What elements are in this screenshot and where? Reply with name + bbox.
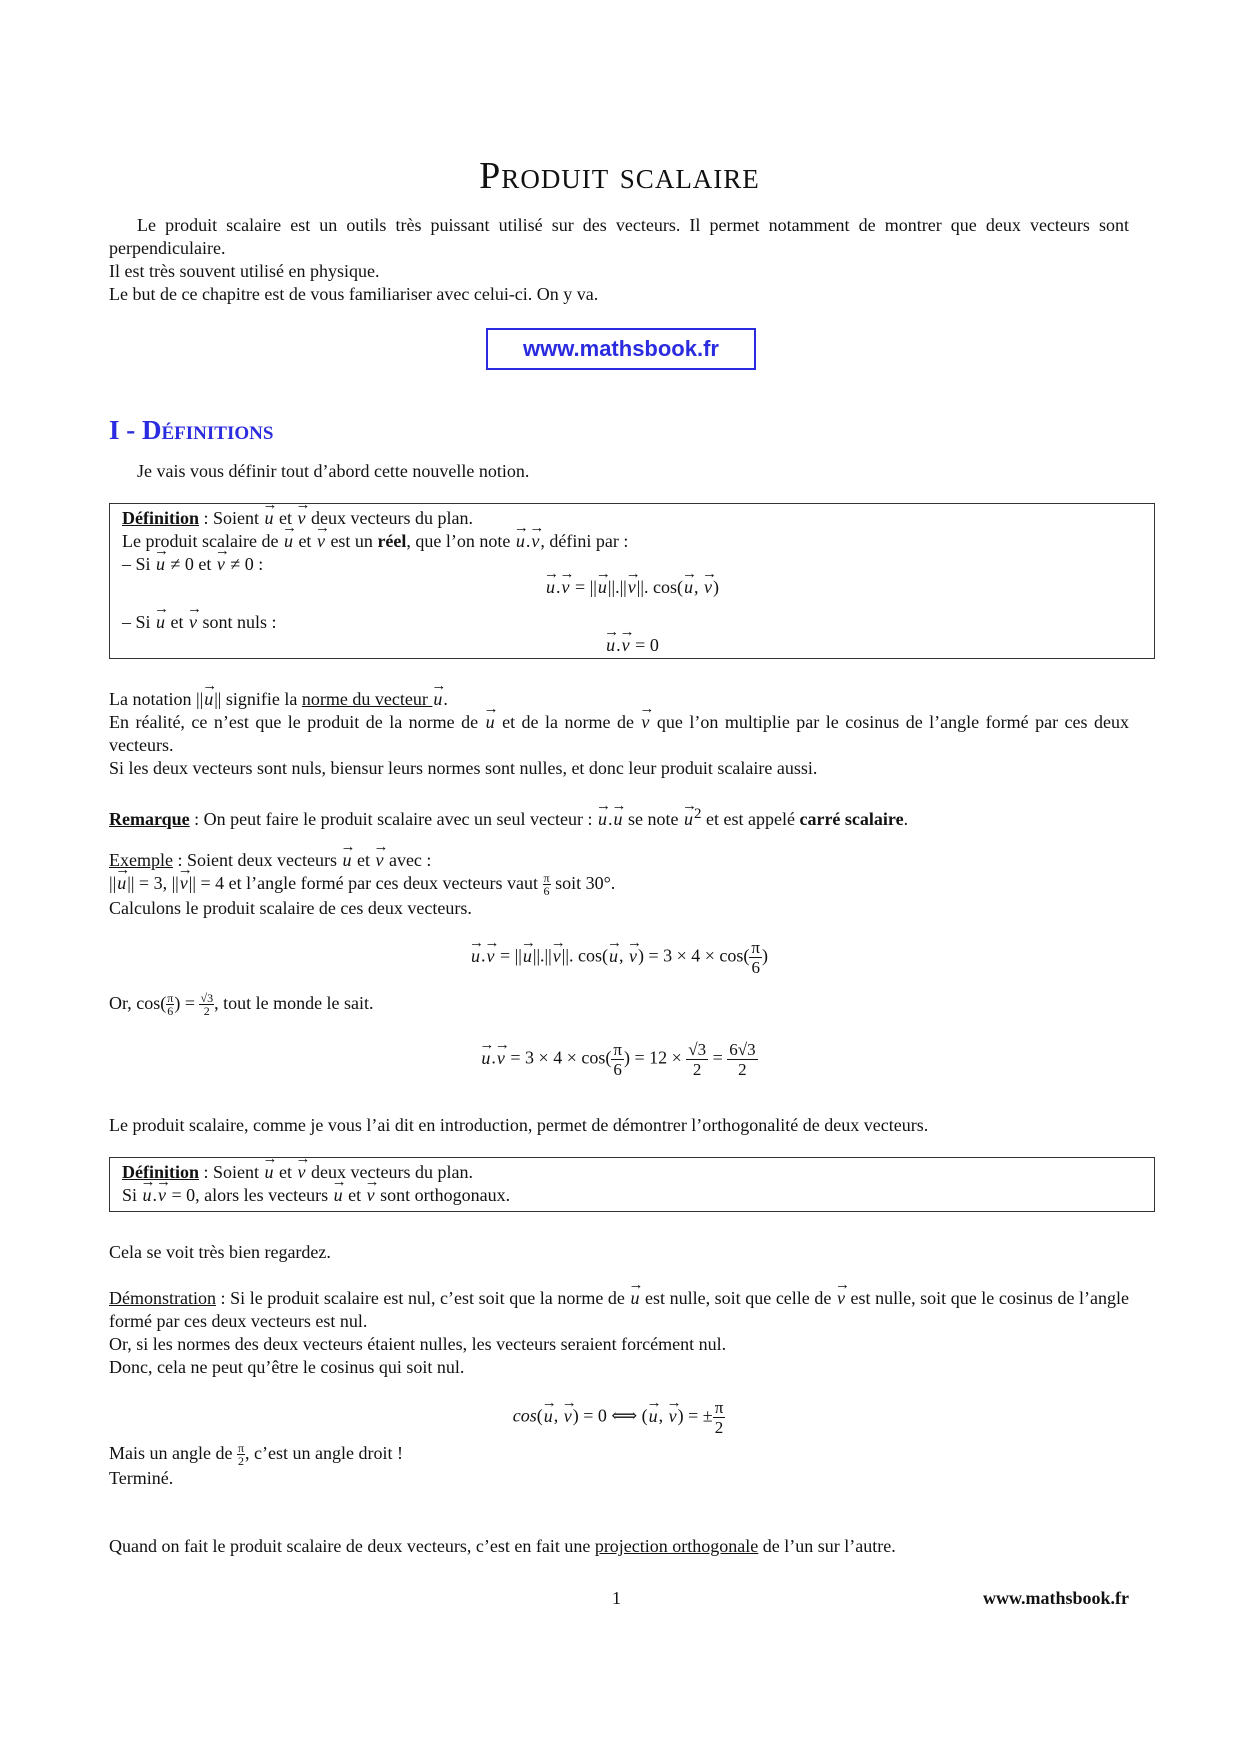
- norm-paragraph: La notation ||→ u|| signifie la norme du vecteur → u. En réalité, ce n’est que le produit de la norme de → u et de la norme de → v que l’on multiplie par le cosinus de l’angle formé par ces deux vecteurs. Si les deux vecteurs sont nuls, biensur leurs normes sont nulles, et donc leur produit scalaire aussi.: [109, 688, 1129, 780]
- demo-label: Démonstration: [109, 1288, 216, 1308]
- page-number: 1: [612, 1588, 621, 1608]
- def1-formula-2: → u.→ v = 0: [122, 634, 1142, 657]
- def1-label: Définition: [122, 508, 200, 528]
- def1-case-1: – Si → u ≠ 0 et → v ≠ 0 :: [122, 553, 1142, 576]
- remark-label: Remarque: [109, 809, 190, 829]
- def1-line-1: Définition : Soient → u et → v deux vecteurs du plan.: [122, 507, 1142, 530]
- definition-box-orthogonal: Définition : Soient → u et → v deux vecteurs du plan. Si → u.→ v = 0, alors les vecteurs → u et → v sont orthogonaux.: [109, 1157, 1155, 1212]
- definition-box-scalar-product: [109, 503, 1155, 659]
- see-text: Cela se voit très bien regardez.: [109, 1242, 331, 1262]
- footer-website[interactable]: www.mathsbook.fr: [982, 1588, 1129, 1608]
- section-intro: Je vais vous définir tout d’abord cette nouvelle notion.: [137, 461, 530, 481]
- demo-conclusion: Mais un angle de $\frac{\pi}{2}$ , c’est un angle droit ! Terminé.: [109, 1441, 403, 1489]
- projection-paragraph: Quand on fait le produit scalaire de deux vecteurs, c’est en fait une projection orthogonale de l’un sur l’autre.: [109, 1536, 896, 1556]
- website-link-box[interactable]: www.mathsbook.fr: [486, 328, 756, 370]
- intro-line-3: Le but de ce chapitre est de vous familiariser avec celui-ci. On y va.: [109, 284, 599, 304]
- projection-link: projection orthogonale: [594, 1536, 759, 1556]
- orthogonality-intro: Le produit scalaire, comme je vous l’ai dit en introduction, permet de démontrer l’orthogonalité de deux vecteurs.: [109, 1115, 929, 1135]
- intro-paragraph: [109, 214, 1129, 306]
- section-title-definitions: I - Définitions: [109, 415, 274, 445]
- page-title: Produit scalaire: [479, 155, 760, 197]
- example-cos-value: Or, cos( $\frac{\pi}{6}$ ) = $\frac{√3}{2}$ , tout le monde le sait.: [109, 991, 374, 1019]
- def1-case-2: – Si → u et → v sont nuls :: [122, 611, 1142, 634]
- intro-line-1: Le produit scalaire est un outils très puissant utilisé sur des vecteurs. Il permet notamment de montrer que deux vecteurs sont perpendiculaire.: [109, 215, 1129, 258]
- intro-line-2: Il est très souvent utilisé en physique.: [109, 261, 380, 281]
- example-label: Exemple: [109, 850, 173, 870]
- demo-formula: cos(→ u, → v) = 0 ⟺ (→ u, → v) = ± $\frac{\pi}{2}$: [109, 1398, 1129, 1437]
- def1-formula-1: → u.→ v = ||→ u||.||→ v||. cos(→ u, → v): [122, 576, 1142, 599]
- def2-label: Définition: [122, 1162, 200, 1182]
- example-formula-2: → u.→ v = 3 × 4 × cos( $\frac{\pi}{6}$ ) = 12 × $\frac{√3}{2}$ = $\frac{6√3}{2}$: [109, 1040, 1129, 1079]
- example-paragraph: Exemple : Soient deux vecteurs → u et → v avec : ||→ u|| = 3, ||→ v|| = 4 et l’angle formé par ces deux vecteurs vaut $\frac{\pi}{6}$ soit 30°. Calculons le produit scalaire de ces deux vecteurs.: [109, 849, 1129, 920]
- def1-line-2: Le produit scalaire de → u et → v est un réel, que l’on note → u.→ v, défini par :: [122, 530, 1142, 553]
- remark-paragraph: Remarque : On peut faire le produit scalaire avec un seul vecteur : → u.→ u se note → $u^2$ et est appelé carré scalaire.: [109, 803, 1129, 831]
- demonstration-paragraph: Démonstration : Si le produit scalaire est nul, c’est soit que la norme de → u est nulle, soit que celle de → v est nulle, soit que le cosinus de l’angle formé par ces deux vecteurs est nul. Or, si les normes des deux vecteurs étaient nulles, les vecteurs seraient forcément nul. Donc, cela ne peut qu’être le cosinus qui soit nul.: [109, 1287, 1129, 1379]
- example-formula-1: → u.→ v = ||→ u||.||→ v||. cos(→ u, → v) = 3 × 4 × cos( $\frac{\pi}{6}$ ): [109, 938, 1129, 977]
- norm-link: norme du vecteur → u: [302, 689, 443, 709]
